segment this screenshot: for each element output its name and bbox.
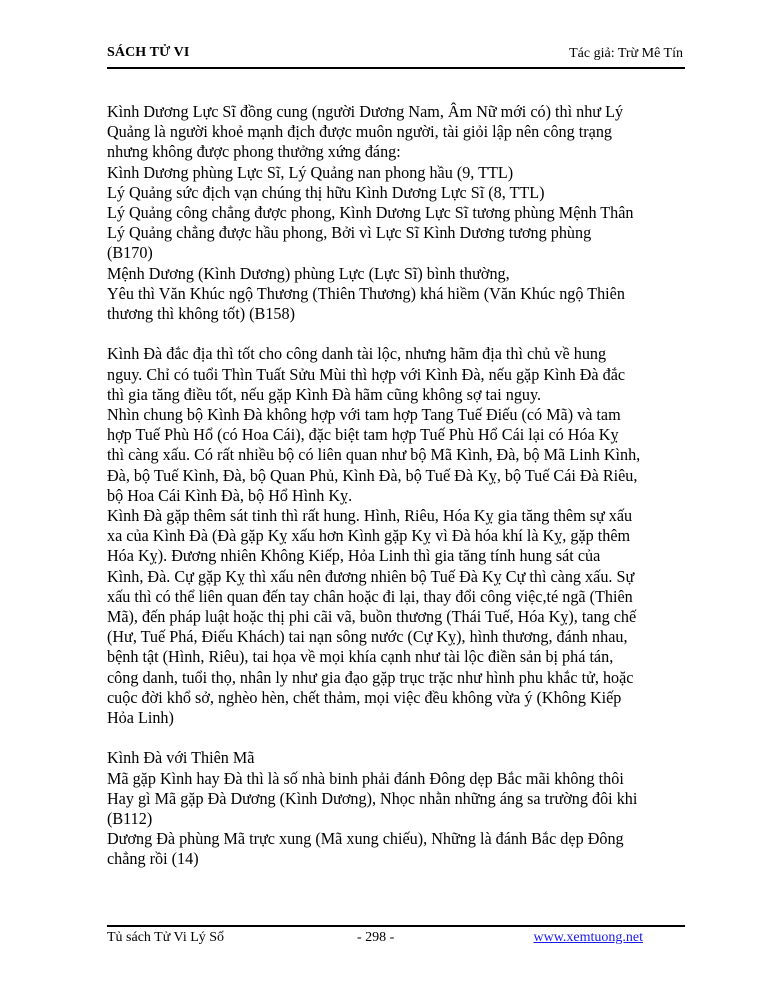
series-title: Tủ sách Tử Vi Lý Số xyxy=(107,930,225,945)
text-line: bộ Hoa Cái Kình Đà, bộ Hổ Hình Kỵ. xyxy=(107,485,353,505)
text-line: (Hư, Tuế Phá, Điếu Khách) tai nạn sông nước (Cự Kỵ), hình thương, đánh nhau, xyxy=(107,627,628,647)
text-line: nhưng không được phong thưởng xứng đáng: xyxy=(107,142,401,162)
text-line: Quảng là người khoẻ mạnh địch được muôn người, tài giỏi lập nên công trạng xyxy=(107,122,612,142)
text-line: Mệnh Dương (Kình Dương) phùng Lực (Lực Sĩ) bình thường, xyxy=(107,263,510,283)
text-line: thì càng xấu. Có rất nhiều bộ có liên quan như bộ Mã Kình, Đà, bộ Mã Linh Kình, xyxy=(107,445,641,465)
text-line: xấu thì có thể liên quan đến tay chân hoặc đi lại, thay đổi công việc,té ngã (Thiên xyxy=(107,586,633,606)
page-footer xyxy=(107,925,685,947)
text-line: nguy. Chỉ có tuổi Thìn Tuất Sửu Mùi thì hợp với Kình Đà, nếu gặp Kình Đà đắc xyxy=(107,364,626,384)
text-line: Kình Dương phùng Lực Sĩ, Lý Quảng nan phong hầu (9, TTL) xyxy=(107,162,514,182)
text-line: Hay gì Mã gặp Đà Dương (Kình Dương), Nhọc nhằn những áng sa trường đôi khi xyxy=(107,788,638,808)
text-line: Mã gặp Kình hay Đà thì là số nhà binh phải đánh Đông dẹp Bắc mãi không thôi xyxy=(107,768,624,788)
book-title: SÁCH TỬ VI xyxy=(107,45,190,60)
website-link[interactable]: www.xemtuong.net xyxy=(533,930,643,945)
text-line: cuộc đời khổ sở, nghèo hèn, chết thảm, mọi việc đều không vừa ý (Không Kiếp xyxy=(107,687,622,707)
text-line: Dương Đà phùng Mã trực xung (Mã xung chiếu), Những là đánh Bắc dẹp Đông xyxy=(107,829,624,849)
text-line: xa của Kình Đà (Đà gặp Kỵ xấu hơn Kình gặp Kỵ vì Đà hóa khí là Kỵ, gặp thêm xyxy=(107,526,631,546)
blank-line xyxy=(107,324,697,344)
text-line: Kình Đà đắc địa thì tốt cho công danh tài lộc, nhưng hãm địa thì chủ về hung xyxy=(107,344,607,364)
text-line: Lý Quảng chẳng được hầu phong, Bởi vì Lực Sĩ Kình Dương tương phùng xyxy=(107,223,592,243)
text-line: chẳng rồi (14) xyxy=(107,849,199,869)
text-line: Yêu thì Văn Khúc ngộ Thương (Thiên Thương) khá hiềm (Văn Khúc ngộ Thiên xyxy=(107,283,625,303)
text-line: Hỏa Linh) xyxy=(107,708,174,728)
text-line: (B170) xyxy=(107,243,153,263)
text-line: công danh, tuổi thọ, nhân ly như gia đạo gặp trục trặc như hình phu khắc tử, hoặc xyxy=(107,667,634,687)
text-line: hợp Tuế Phù Hổ (có Hoa Cái), đặc biệt tam hợp Tuế Phù Hổ Cái lại có Hóa Kỵ xyxy=(107,425,619,445)
text-line: Kình, Đà. Cự gặp Kỵ thì xấu nên đương nhiên bộ Tuế Đà Kỵ Cự thì càng xấu. Sự xyxy=(107,566,635,586)
text-line: Đà, bộ Tuế Kình, Đà, bộ Quan Phủ, Kình Đà, bộ Tuế Đà Kỵ, bộ Tuế Cái Đà Riêu, xyxy=(107,465,638,485)
text-line: Nhìn chung bộ Kình Đà không hợp với tam hợp Tang Tuế Điếu (có Mã) và tam xyxy=(107,405,621,425)
text-line: Lý Quảng công chẳng được phong, Kình Dương Lực Sĩ tương phùng Mệnh Thân xyxy=(107,203,634,223)
page-header xyxy=(107,45,685,69)
text-line: thì gia tăng điều tốt, nếu gặp Kình Đà hãm cũng không sợ tai nguy. xyxy=(107,384,542,404)
text-line: Kình Đà gặp thêm sát tinh thì rất hung. Hình, Riêu, Hóa Kỵ gia tăng thêm sự xấu xyxy=(107,506,633,526)
text-line: Kình Đà với Thiên Mã xyxy=(107,748,255,768)
text-line: thương thì không tốt) (B158) xyxy=(107,304,295,324)
page-number: - 298 - xyxy=(357,930,395,945)
text-line: Kình Dương Lực Sĩ đồng cung (người Dương Nam, Âm Nữ mới có) thì như Lý xyxy=(107,102,624,121)
blank-line xyxy=(107,728,697,748)
page-body xyxy=(107,102,697,870)
text-line: Lý Quảng sức địch vạn chúng thị hữu Kình Dương Lực Sĩ (8, TTL) xyxy=(107,182,545,202)
text-line: bệnh tật (Hình, Riêu), tai họa về mọi khía cạnh như tài lộc điền sản bị phá tán, xyxy=(107,647,614,667)
text-line: (B112) xyxy=(107,809,153,829)
text-line: Mã), đến pháp luật hoặc thị phi cãi vã, buồn thương (Thái Tuế, Hóa Kỵ), tang chế xyxy=(107,607,637,627)
author-label: Tác giả: Trừ Mê Tín xyxy=(569,46,683,61)
text-line: Hóa Kỵ). Đương nhiên Không Kiếp, Hỏa Linh thì gia tăng tính hung sát của xyxy=(107,546,601,566)
